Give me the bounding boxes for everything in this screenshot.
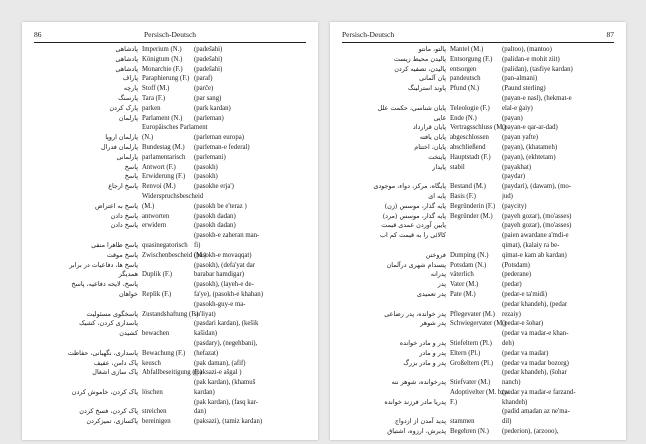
dictionary-entry xyxy=(34,84,306,94)
transliteration: (parĉe) xyxy=(194,85,214,93)
transliteration: (pedar khandeh), (ŝohar xyxy=(502,369,567,377)
dictionary-entry xyxy=(342,55,614,65)
german-term: antworten xyxy=(142,212,170,220)
transliteration: rezaiy) xyxy=(502,310,521,318)
persian-term: پارلمان اروپا xyxy=(105,133,138,142)
transliteration: (pasokh-e zaheran man- xyxy=(194,232,260,240)
transliteration: (palidan-e mohit ziit) xyxy=(502,55,560,63)
dictionary-entry xyxy=(34,319,306,329)
persian-term: پاسداری، نگهبانی، حفاظت xyxy=(67,348,138,357)
german-term: Basis (F.) xyxy=(450,192,476,200)
transliteration: (palidan), (tasfiye kardan) xyxy=(502,65,573,73)
transliteration: (pedar) xyxy=(502,281,522,289)
transliteration: (pak kardan), (fasq kar- xyxy=(194,398,259,406)
dictionary-entry xyxy=(34,163,306,173)
german-term: Potsdam (N.) xyxy=(450,261,487,269)
transliteration: (pedar va madar-e khan- xyxy=(502,330,569,338)
dictionary-entry xyxy=(342,202,614,212)
transliteration: jud) xyxy=(502,192,513,200)
left-page-number: 86 xyxy=(34,30,42,39)
persian-term: پاسخ xyxy=(124,162,138,171)
dictionary-entry xyxy=(342,407,614,417)
persian-term: پارلمان فدرال xyxy=(100,142,138,151)
persian-term: پتسدام شهری درآلمان xyxy=(386,260,446,269)
dictionary-entry xyxy=(342,388,614,398)
dictionary-entry xyxy=(34,388,306,398)
persian-term: پدر شوهر xyxy=(420,319,446,328)
german-term: Paraphierung (F.) xyxy=(142,75,190,83)
german-term: Entsorgung (F.) xyxy=(450,55,493,63)
german-term: Adoptivelter (M. bzw. xyxy=(450,388,511,396)
transliteration: (pedar khandeh), (pedar xyxy=(502,300,568,308)
persian-term: پدرخوانده، شوهر ننه xyxy=(391,378,446,387)
german-term: keusch xyxy=(142,359,161,367)
transliteration: (paydari), (dawam), (mo- xyxy=(502,183,572,191)
transliteration: (pedar va madar) xyxy=(502,349,549,357)
dictionary-entry xyxy=(342,349,614,359)
right-dictionary-entries xyxy=(342,45,614,437)
transliteration: (pedar-e ta'midi) xyxy=(502,290,548,298)
persian-term: پارلمانی xyxy=(116,152,138,161)
persian-term: پاک سازی اشغال xyxy=(92,368,138,377)
persian-term: همدیگر xyxy=(118,270,138,279)
dictionary-entry xyxy=(34,182,306,192)
transliteration: (padeŝahi) xyxy=(194,65,223,73)
german-term: Replik (F.) xyxy=(142,290,172,298)
german-term: Renvoi (M.) xyxy=(142,183,176,191)
dictionary-entry xyxy=(342,163,614,173)
transliteration: (padid amadan az ne'ma- xyxy=(502,408,570,416)
transliteration: (Potsdam) xyxy=(502,261,530,269)
transliteration: (hefazat) xyxy=(194,349,219,357)
right-running-title: Persisch-Deutsch xyxy=(342,30,395,39)
persian-term: پدید آمدن از ازدواج xyxy=(394,417,446,426)
persian-term: پاسخ موقت xyxy=(106,250,138,259)
persian-term: کشیدن xyxy=(119,329,138,338)
dictionary-entry xyxy=(34,114,306,124)
german-term: löschen xyxy=(142,388,163,396)
transliteration: (pasokh be e'teraz ) xyxy=(194,202,247,210)
transliteration: barabar hamdigar) xyxy=(194,271,245,279)
dictionary-entry xyxy=(342,329,614,339)
transliteration: dan) xyxy=(194,408,207,416)
persian-term: پاسخ xyxy=(124,172,138,181)
german-term: Stiefeltern (Pl.) xyxy=(450,339,492,347)
persian-term: پایان یافته xyxy=(419,133,446,142)
persian-term: پادشاهی xyxy=(115,54,138,63)
transliteration: (payakhat) xyxy=(502,163,532,171)
transliteration: deh) xyxy=(502,339,515,347)
german-term: Monarchie (F.) xyxy=(142,65,183,73)
german-term: Europäisches Parlament xyxy=(142,124,208,132)
transliteration: fa'ye), (pasokh-e khahan) xyxy=(194,290,263,298)
persian-term: پاوند استرلینگ xyxy=(407,84,446,93)
dictionary-entry xyxy=(342,251,614,261)
dictionary-entry xyxy=(34,417,306,427)
transliteration: (pasokhe erja') xyxy=(194,183,234,191)
persian-term: پدر تعمیدی xyxy=(416,289,446,298)
german-term: erwidern xyxy=(142,222,167,230)
german-term: (M.) xyxy=(142,202,155,210)
german-term: Mantel (M.) xyxy=(450,46,484,53)
dictionary-entry xyxy=(34,172,306,182)
german-term: Dumping (N.) xyxy=(450,251,489,259)
dictionary-entry xyxy=(34,290,306,300)
dictionary-entry xyxy=(34,300,306,310)
dictionary-entry xyxy=(34,94,306,104)
dictionary-entry xyxy=(342,94,614,104)
german-term: Parlament (N.) xyxy=(142,114,183,122)
transliteration: (pedar va madar bozorg) xyxy=(502,359,569,367)
persian-term: پایان قرارداد xyxy=(412,123,446,132)
persian-term: پایه گذار، موسس (مرد) xyxy=(382,211,446,220)
persian-term: پایدار xyxy=(432,162,446,171)
dictionary-entry xyxy=(342,153,614,163)
transliteration: (payeh gozar), (mo'asses) xyxy=(502,212,572,220)
dictionary-entry xyxy=(34,339,306,349)
dictionary-entry xyxy=(34,251,306,261)
transliteration: (pasokh) xyxy=(194,173,218,181)
dictionary-entry xyxy=(34,231,306,241)
transliteration: (pasdary), (negehbani), xyxy=(194,339,258,347)
persian-term: پارسنگ xyxy=(118,93,138,102)
transliteration: (pasokh) xyxy=(194,163,218,171)
german-term: Pfund (N.) xyxy=(450,85,480,93)
persian-term: پایتخت xyxy=(428,152,446,161)
dictionary-entry xyxy=(34,133,306,143)
german-term: Teleologie (F.) xyxy=(450,104,490,112)
dictionary-entry xyxy=(342,74,614,84)
dictionary-entry xyxy=(34,349,306,359)
left-dictionary-entries xyxy=(34,45,306,427)
german-term: pandeutsch xyxy=(450,75,481,83)
dictionary-entry xyxy=(342,221,614,231)
persian-term: پایان شناسی، حکمت علل xyxy=(377,103,446,112)
transliteration: (paraf) xyxy=(194,75,213,83)
transliteration: (pedar ya madar-e farzand- xyxy=(502,388,576,396)
dictionary-entry xyxy=(34,280,306,290)
transliteration: (payeh gozar), (mo'asses) xyxy=(502,222,572,230)
dictionary-entry xyxy=(342,45,614,55)
persian-term: پایان، اختتام xyxy=(414,142,446,151)
transliteration: (paksazi-e aŝgal ) xyxy=(194,369,242,377)
dictionary-entry xyxy=(34,261,306,271)
german-term: abgeschlossen xyxy=(450,134,489,142)
persian-term: پدر و مادر xyxy=(419,348,446,357)
right-page-header xyxy=(342,30,614,43)
persian-term: پایه گذار، موسس (زن) xyxy=(384,201,446,210)
transliteration: (paydar) xyxy=(502,173,526,181)
dictionary-entry xyxy=(342,123,614,133)
german-term: parken xyxy=(142,104,161,112)
transliteration: elal-e ġaiy) xyxy=(502,104,533,112)
persian-term: پاسخ دادن xyxy=(110,211,138,220)
transliteration: (paltoo), (mantoo) xyxy=(502,46,552,53)
dictionary-entry xyxy=(34,359,306,369)
german-term: Antwort (F.) xyxy=(142,163,176,171)
transliteration: (payan), (khatameh) xyxy=(502,143,558,151)
transliteration: (pederane) xyxy=(502,271,532,279)
transliteration: (Paund sterling) xyxy=(502,85,546,93)
persian-term: پایه ای xyxy=(428,191,446,200)
persian-term: پاسخ، لایحه دفاعیه، پاسخ xyxy=(71,280,138,289)
persian-term: پالیدن، تصفیه کردن xyxy=(394,64,446,73)
persian-term: پدر و مادر بزرگ xyxy=(403,358,446,367)
transliteration: fi) xyxy=(194,241,201,249)
dictionary-entry xyxy=(34,192,306,202)
transliteration: (paien awardane a'mdi-e xyxy=(502,232,569,240)
german-term: väterlich xyxy=(450,271,474,279)
persian-term: پدرانه xyxy=(430,270,446,279)
transliteration: dil) xyxy=(502,418,512,426)
german-term: F.) xyxy=(450,398,458,406)
german-term: Pflegevater (M.) xyxy=(450,310,495,318)
transliteration: (payan yafte) xyxy=(502,134,539,142)
transliteration: (parleman europa) xyxy=(194,134,245,142)
german-term: Vater (M.) xyxy=(450,281,479,289)
german-term: Erwiderung (F.) xyxy=(142,173,186,181)
persian-term: کالائی را به قیمت کم اب xyxy=(379,231,446,240)
persian-term: پاسخ ظاهرا منفی xyxy=(91,240,138,249)
german-term: Begründer (M.) xyxy=(450,212,493,220)
german-term: abschließend xyxy=(450,143,486,151)
dictionary-entry xyxy=(342,359,614,369)
persian-term: پدریا مادر فرزند خوانده xyxy=(384,397,446,406)
left-running-title: Persisch-Deutsch xyxy=(143,30,197,39)
transliteration: (parlemani) xyxy=(194,153,226,161)
german-term: stabil xyxy=(450,163,465,171)
german-term: Widerspruchsbescheid xyxy=(142,192,204,200)
transliteration: (pedar-e ŝohar) xyxy=(502,320,544,328)
persian-term: پدر و مادر خوانده xyxy=(399,338,446,347)
transliteration: (paksazi), (tamiz kardan) xyxy=(194,418,263,426)
dictionary-entry xyxy=(342,417,614,427)
transliteration: (payan) xyxy=(502,114,523,122)
persian-term: پاسخ ها، دفاعیات در برابر xyxy=(69,260,138,269)
persian-term: پدر xyxy=(437,280,446,289)
dictionary-entry xyxy=(342,231,614,241)
left-page-header xyxy=(34,30,306,43)
persian-term: پادشاهی xyxy=(115,64,138,73)
dictionary-entry xyxy=(34,65,306,75)
persian-term: پاسخ به اعتراض xyxy=(94,201,138,210)
transliteration: (pak kardan), (khamuŝ xyxy=(194,379,256,387)
transliteration: (par sang) xyxy=(194,94,222,102)
persian-term: فروختن xyxy=(425,250,446,259)
german-term: streichen xyxy=(142,408,167,416)
persian-term: خواهان xyxy=(118,289,138,298)
persian-term: پدر خوانده، پدر رضاعی xyxy=(384,309,446,318)
transliteration: khandeh) xyxy=(502,398,528,406)
persian-term: پاسخگوی مسئولیت xyxy=(86,309,138,318)
german-term: Hauptstadt (F.) xyxy=(450,153,491,161)
dictionary-entry xyxy=(34,407,306,417)
dictionary-entry xyxy=(34,45,306,55)
persian-term: غایی xyxy=(433,113,446,122)
dictionary-entry xyxy=(34,270,306,280)
dictionary-entry xyxy=(342,172,614,182)
persian-term: پاک کردن، فسخ کردن xyxy=(79,407,138,416)
dictionary-entry xyxy=(342,280,614,290)
transliteration: (payan-e nasl), (hekmat-e xyxy=(502,94,572,102)
dictionary-entry xyxy=(342,368,614,378)
german-term: Bewachung (F.) xyxy=(142,349,186,357)
dictionary-entry xyxy=(342,104,614,114)
german-term: parlamentarisch xyxy=(142,153,186,161)
dictionary-entry xyxy=(342,339,614,349)
dictionary-entry xyxy=(34,104,306,114)
german-term: Ende (N.) xyxy=(450,114,477,122)
dictionary-entry xyxy=(342,65,614,75)
dictionary-entry xyxy=(342,427,614,437)
right-page xyxy=(330,22,626,440)
dictionary-entry xyxy=(342,378,614,388)
transliteration: (parleman-e federal) xyxy=(194,143,250,151)
dictionary-entry xyxy=(342,241,614,251)
german-term: Begründerin (F.) xyxy=(450,202,496,210)
german-term: Zwischenbescheid (M.) xyxy=(142,251,207,259)
transliteration: kardan) xyxy=(194,388,215,396)
transliteration: (pasokh-guy-e ma- xyxy=(194,300,246,308)
german-term: Schwiegervater (M.) xyxy=(450,320,507,328)
persian-term: پاک دامن، عفیف xyxy=(93,358,138,367)
transliteration: (pasokh dadan) xyxy=(194,212,236,220)
persian-term: پایین آوردن عمدی قیمت xyxy=(381,221,446,230)
transliteration: (pederion), (arzooo), xyxy=(502,428,559,436)
german-term: Pate (M.) xyxy=(450,290,476,298)
right-page-number: 87 xyxy=(606,30,614,39)
transliteration: qimat), (kalaiy ra be- xyxy=(502,241,560,249)
german-term: Stoff (M.) xyxy=(142,85,170,93)
dictionary-entry xyxy=(34,153,306,163)
dictionary-entry xyxy=(342,261,614,271)
german-term: bewachen xyxy=(142,330,170,338)
transliteration: (pasdari kardan), (keŝik xyxy=(194,320,259,328)
persian-term: پایگاه، مرکز، دواء، موجودی xyxy=(373,182,446,191)
dictionary-entry xyxy=(342,270,614,280)
transliteration: (parleman) xyxy=(194,114,224,122)
german-term: Begehren (N.) xyxy=(450,428,489,436)
dictionary-entry xyxy=(34,55,306,65)
dictionary-entry xyxy=(34,398,306,408)
german-term: Großeltern (Pl.) xyxy=(450,359,494,367)
transliteration: (pasokh), (defa'yat dar xyxy=(194,261,256,269)
persian-term: پاکسازی، تمیزکردن xyxy=(86,417,138,426)
dictionary-entry xyxy=(342,182,614,192)
german-term: bereinigen xyxy=(142,418,171,426)
german-term: quasinegatorisch xyxy=(142,241,188,249)
persian-term: پارچه xyxy=(123,84,138,93)
dictionary-entry xyxy=(342,84,614,94)
dictionary-entry xyxy=(34,202,306,212)
dictionary-entry xyxy=(34,329,306,339)
dictionary-entry xyxy=(342,114,614,124)
persian-term: پذیرش، ارزوه، اشتیاق xyxy=(387,427,446,436)
transliteration: (paycity) xyxy=(502,202,527,210)
persian-term: پالتو، مانتو xyxy=(418,45,446,53)
persian-term: پالیدن محیط زیست xyxy=(393,54,446,63)
transliteration: (pak daman), (afif) xyxy=(194,359,246,367)
transliteration: (pasokh dadan) xyxy=(194,222,236,230)
transliteration: (pasokh-e movaqqat) xyxy=(194,251,252,259)
german-term: stammen xyxy=(450,418,475,426)
dictionary-entry xyxy=(34,368,306,378)
dictionary-entry xyxy=(342,290,614,300)
german-term: Tara (F.) xyxy=(142,94,166,102)
dictionary-entry xyxy=(34,378,306,388)
transliteration: nanch) xyxy=(502,379,521,387)
dictionary-entry xyxy=(342,310,614,320)
transliteration: (pasokh), (layeh-e de- xyxy=(194,281,254,289)
transliteration: (park kardan) xyxy=(194,104,231,112)
persian-term: پاراف xyxy=(122,74,138,83)
persian-term: پاک کردن، خاموش کردن xyxy=(71,387,138,396)
transliteration: su'liyat) xyxy=(194,310,216,318)
transliteration: (padeŝahi) xyxy=(194,55,223,63)
persian-term: پان آلمانی xyxy=(419,74,446,83)
german-term: Vertragsschluss (M.) xyxy=(450,124,507,132)
transliteration: qimat-e kam ab kardan) xyxy=(502,251,567,259)
dictionary-entry xyxy=(34,310,306,320)
left-page xyxy=(22,22,318,440)
transliteration: kaŝidan) xyxy=(194,330,218,338)
german-term: Duplik (F.) xyxy=(142,271,173,279)
transliteration: (payan-e qar-ar-dad) xyxy=(502,124,558,132)
dictionary-entry xyxy=(34,241,306,251)
german-term: Königtum (N.) xyxy=(142,55,183,63)
transliteration: (padeŝahi) xyxy=(194,46,223,53)
german-term: Eltern (Pl.) xyxy=(450,349,481,357)
persian-term: پارلمان xyxy=(118,113,138,122)
persian-term: پارک کردن xyxy=(109,103,138,112)
dictionary-entry xyxy=(342,143,614,153)
dictionary-entry xyxy=(342,192,614,202)
german-term: Zustandshaftung (F.) xyxy=(142,310,199,318)
german-term: Abfallbeseitigung (F.) xyxy=(142,369,202,377)
dictionary-entry xyxy=(342,300,614,310)
persian-term: پادشاهی xyxy=(115,45,138,53)
german-term: Stiefvater (M.) xyxy=(450,379,491,387)
german-term: (N.) xyxy=(142,134,154,142)
dictionary-entry xyxy=(34,212,306,222)
german-term: Bundestag (M.) xyxy=(142,143,185,151)
dictionary-entry xyxy=(342,319,614,329)
german-term: Bestand (M.) xyxy=(450,183,486,191)
german-term: entsorgen xyxy=(450,65,477,73)
dictionary-entry xyxy=(342,212,614,222)
persian-term: پاسخ دادن xyxy=(110,221,138,230)
persian-term: پاسخ ارجاع xyxy=(108,182,138,191)
dictionary-entry xyxy=(342,398,614,408)
dictionary-entry xyxy=(34,221,306,231)
transliteration: (pan-almani) xyxy=(502,75,538,83)
dictionary-entry xyxy=(34,123,306,133)
dictionary-entry xyxy=(34,143,306,153)
dictionary-entry xyxy=(342,133,614,143)
persian-term: پاسداری کردن، کشیک xyxy=(79,319,138,328)
dictionary-entry xyxy=(34,74,306,84)
german-term: Imperium (N.) xyxy=(142,46,182,53)
transliteration: (payan), (ekhtetam) xyxy=(502,153,556,161)
